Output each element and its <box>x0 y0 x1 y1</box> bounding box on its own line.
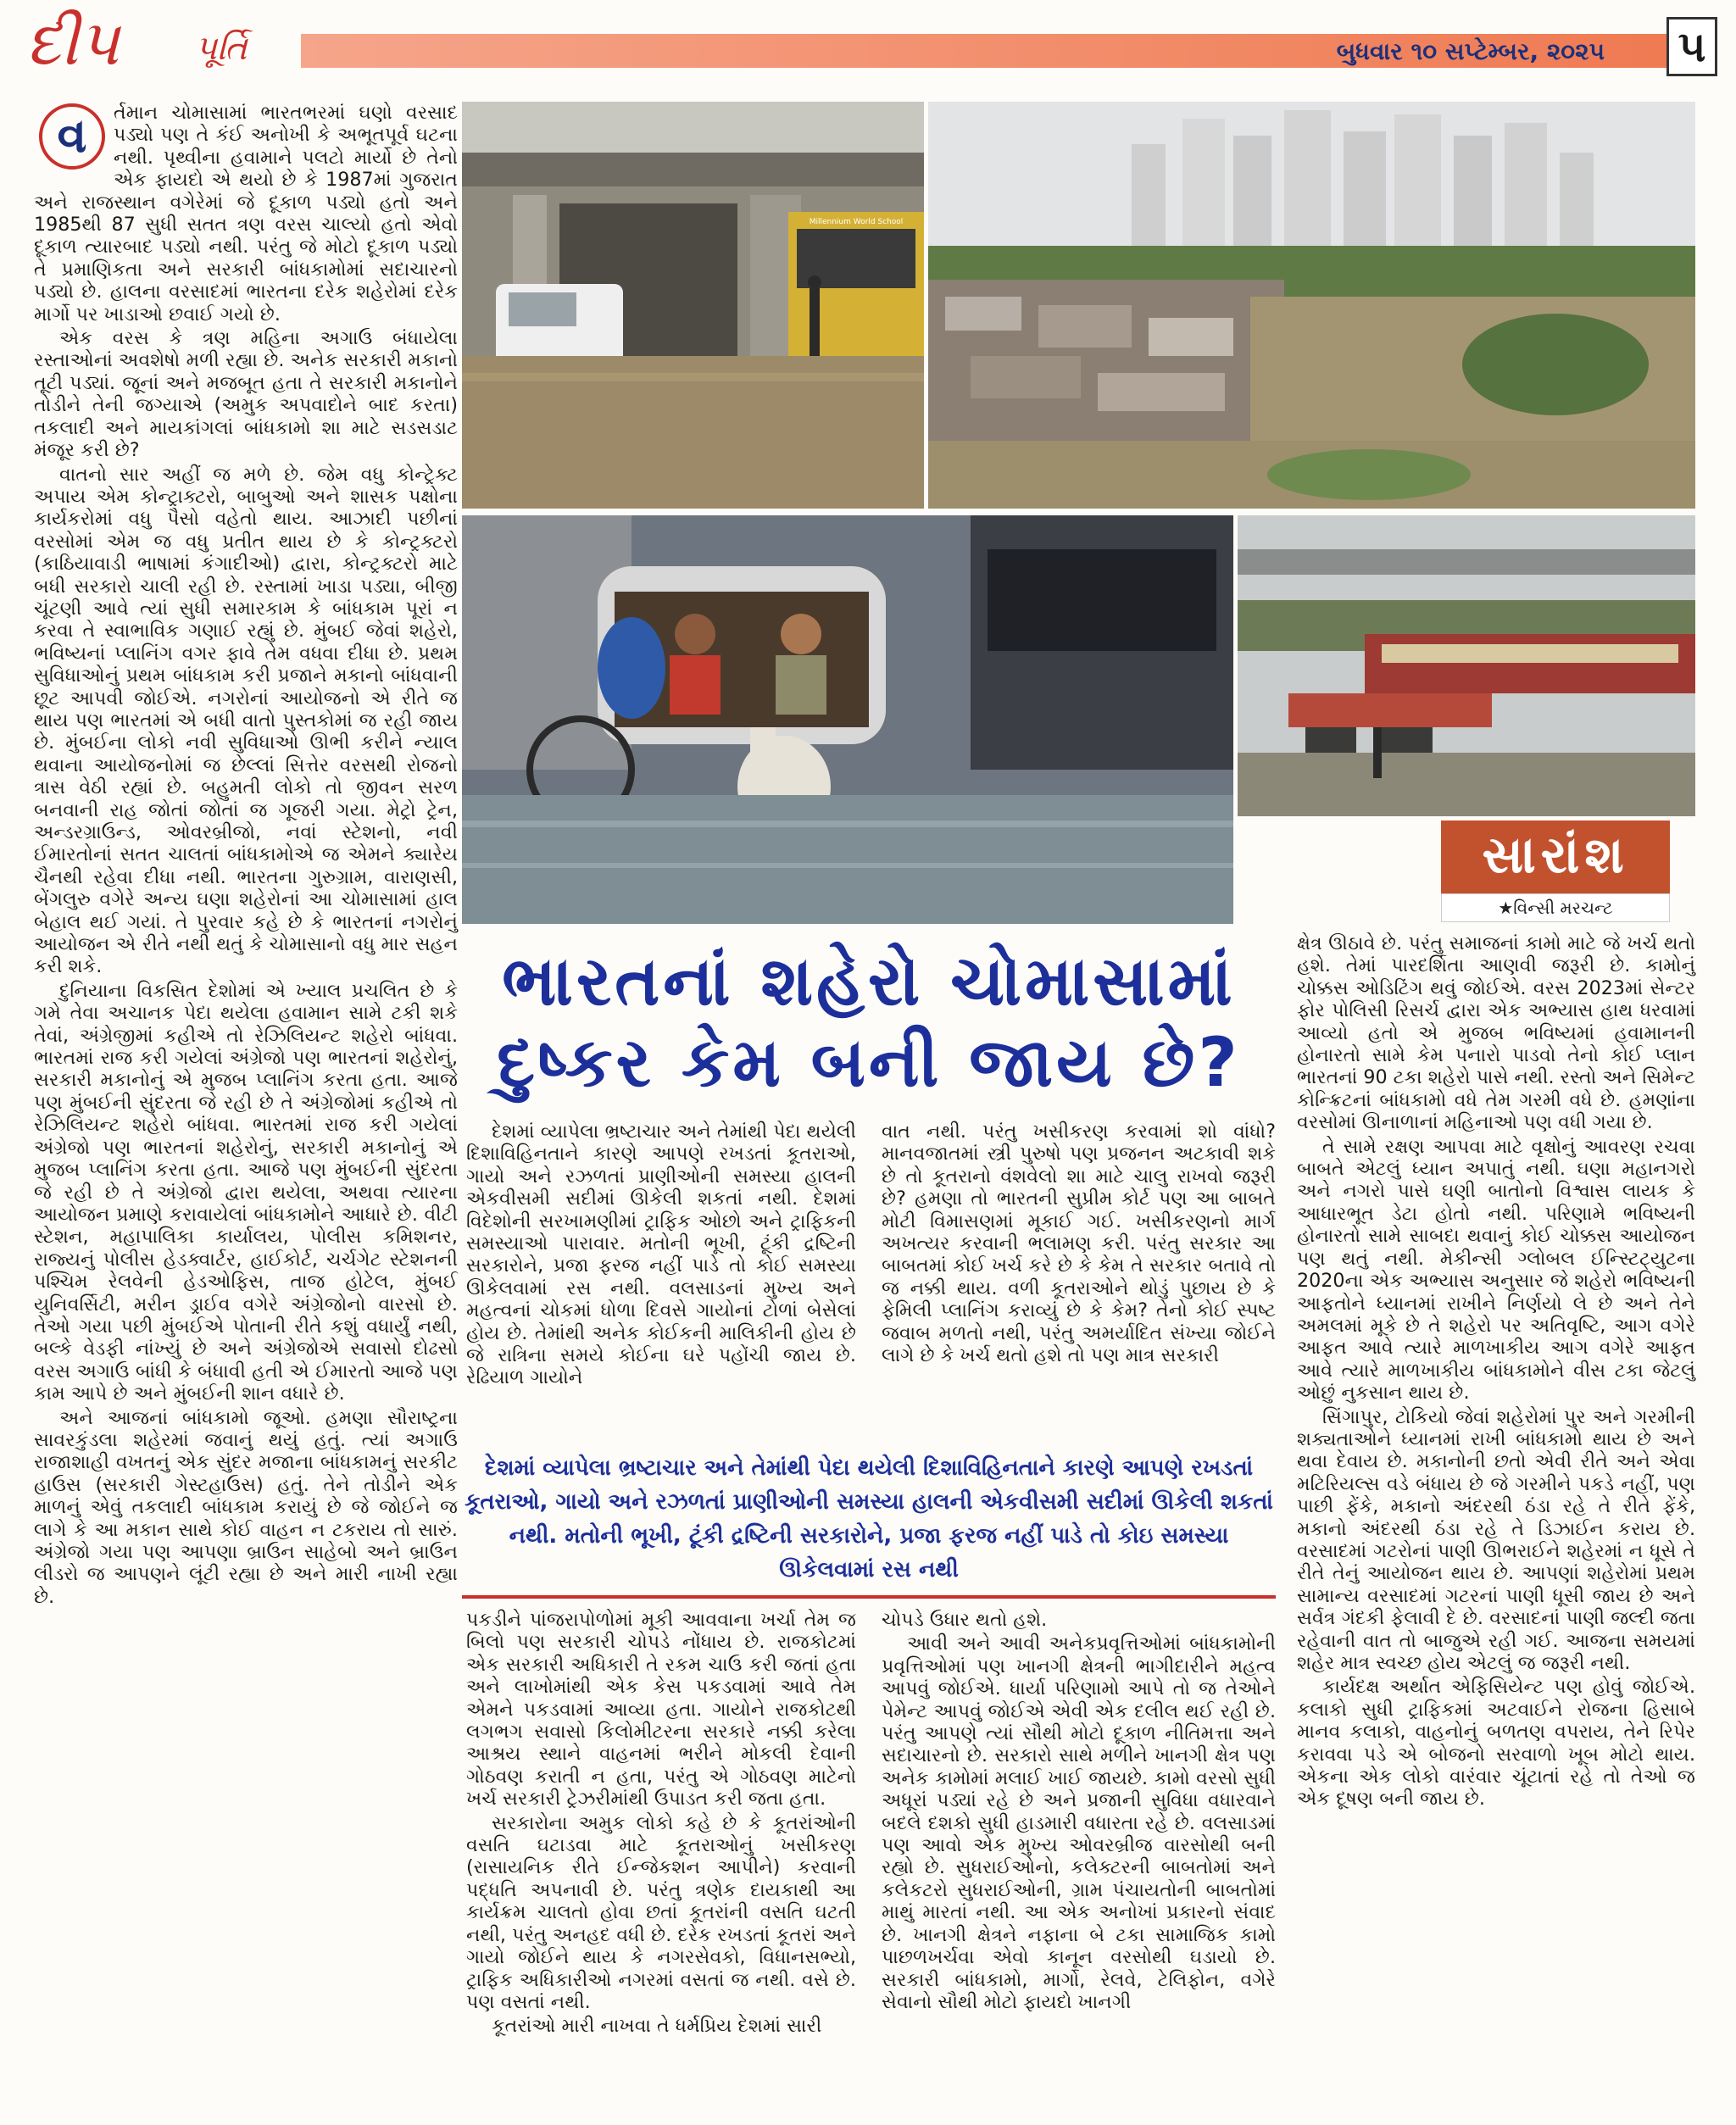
photo-horse-cart-flood <box>462 515 1233 924</box>
paragraph: અને આજનાં બાંધકામો જૂઓ. હમણા સૌરાષ્ટ્રના સાવરકુંડલા શહેરમાં જવાનું થયું હતું. ત્યાં અગાઉ રાજાશાહી વખતનું એક સુંદર મજાના બાંધકામનું સરકીટ હાઉસ (સરકારી ગેસ્ટહાઉસ) હતું. તેને તોડીને એક માળનું એવું તકલાદી બાંધકામ કરાયું છે જે જોઈને જ લાગે કે આ મકાન સાથે કોઈ વાહન ન ટકરાય તો સારું. અંગ્રેજો ગયા પણ આપણા બ્રાઉન સાહેબો અને બ્રાઉન લીડરો જ આપણને લૂંટી રહ્યા છે અને મારી નાખી રહ્યા છે. <box>34 1406 458 1608</box>
article-column-3-top <box>882 1121 1276 1447</box>
paragraph: સિંગાપુર, ટોકિયો જેવાં શહેરોમાં પુર અને ગરમીની શક્યતાઓને ધ્યાનમાં રાખી બાંધકામો થાય છે અને થવા દેવાય છે. મકાનોની છતો એવી રીતે અને એવા મટિરિયલ્સ વડે બંધાય છે જે ગરમીને પકડે નહીં, પણ પાછી ફેંકે, મકાનો અંદરથી ઠંડા રહે તે રીતે ફેંકે, મકાનો અંદરથી ઠંડા રહે તે ડિઝાઈન કરાય છે. વરસાદમાં ગટરોનાં પાણી ઊભરાઈને શહેરમાં ન ધૂસે તે રીતે તેનું આયોજન થાય છે. આપણાં શહેરોમાં પ્રથમ સામાન્ય વરસાદમાં ગટરનાં પાણી ધૂસી જાય છે અને સર્વત્ર ગંદકી ફેલાવી દે છે. વરસાદનાં પાણી જલ્દી જતા રહેવાની વાત તો બાજુએ રહી ગઈ. આજના સમયમાં શહેર માત્ર સ્વચ્છ હોય એટલું જ જરૂરી નથી. <box>1297 1405 1695 1674</box>
publication-logo: દીપ <box>25 7 120 80</box>
paragraph: વાતનો સાર અહીં જ મળે છે. જેમ વધુ કોન્ટ્રેક્ટ અપાય એમ કોન્ટ્રાક્ટરો, બાબુઓ અને શાસક પક્ષોના કાર્યકરોમાં વધુ પૈસો વહેતો થાય. આઝાદી પછીનાં વરસોમાં એમ જ વધુ પ્રતીત થાય છે કે કોન્ટ્રક્ટરો (કાઠિયાવાડી ભાષામાં કંગાદીઓ) દ્વારા, કોન્ટ્રક્ટરો માટે બધી સરકારો ચાલી રહી છે. રસ્તામાં ખાડા પડ્યા, બીજી ચૂંટણી આવે ત્યાં સુધી સમારકામ કે બાંધકામ પૂરાં ન કરવા તે સ્વાભાવિક ગણાઈ રહ્યું છે. મુંબઈ જેવાં શહેરો, ભવિષ્યનાં પ્લાનિંગ વગર ફાવે તેમ વધવા દીધા છે. પ્રથમ સુવિધાઓનું પ્રથમ બાંધકામ કરી પ્રજાને મકાનો બાંધવાની છૂટ આપવી જોઈએ. નગરોનાં આયોજનો એ રીતે જ થાય પણ ભારતમાં એ બધી વાતો પુસ્તકોમાં જ રહી જાય છે. મુંબઈના લોકો નવી સુવિધાઓ ઊભી કરીને ન્યાલ થવાના આયોજનોમાં જ છેલ્લાં સિત્તેર વરસથી રોજનો ત્રાસ વેઠી રહ્યાં છે. બહુમતી લોકો તો જીવન સરળ બનવાની રાહ જોતાં જોતાં જ ગૂજરી ગયા. મેટ્રો ટ્રેન, અન્ડરગ્રાઉન્ડ, ઓવરબ્રીજો, નવાં સ્ટેશનો, નવી ઈમારતોનાં સતત ચાલતાં બાંધકામોએ જ એમને ક્યારેય ચૈનથી રહેવા દીધા નથી. ભારતના ગુરુગ્રામ, વારાણસી, બેંગલુરુ વગેરે અન્ય ઘણા શહેરોનાં આ ચોમાસામાં હાલ બેહાલ થઈ ગયાં. તે પુરવાર કહે છે કે ભારતનાં નગરોનું આયોજન એ રીતે નથી થતું કે ચોમાસાનો વધુ માર સહન કરી શકે. <box>34 463 459 978</box>
paragraph: કૂતરાંઓ મારી નાખવા તે ધર્મપ્રિય દેશમાં સારી <box>492 2015 822 2038</box>
publication-logo-sub: પૂર્તિ <box>195 29 248 68</box>
pull-quote: દેશમાં વ્યાપેલા ભ્રષ્ટાચાર અને તેમાંથી પેદા થયેલી દિશાવિહિનતાને કારણે આપણે રખડતાં કૂતરાઓ, ગાયો અને રઝળતાં પ્રાણીઓની સમસ્યા હાલની એકવીસમી સદીમાં ઊકેલી શકતાં નથી. મતોની ભૂખી, ટૂંકી દ્રષ્ટિની સરકારોને, પ્રજા ફરજ નહીં પાડે તો કોઇ સમસ્યા ઊકેલવામાં રસ નથી <box>465 1455 1273 1583</box>
paragraph: ચોપડે ઉધાર થતો હશે. <box>882 1609 1048 1631</box>
paragraph: તે સામે રક્ષણ આપવા માટે વૃક્ષોનું આવરણ રચવા બાબતે એટલું ધ્યાન અપાતું નથી. ઘણા મહાનગરો અને નગરો પાસે ઘણી બાતોનો વિશ્વાસ લાયક કે આધારભૂત ડેટા હોતો નથી. પરિણામે ભવિષ્યની હોનારતો સામે સાબદા થવાનું કોઈ ચોક્કસ આયોજન પણ થતું નથી. મેકીન્સી ગ્લોબલ ઈન્સ્ટિટ્યુટના 2020ના એક અભ્યાસ અનુસાર જે શહેરો ભવિષ્યની આફતોને ધ્યાનમાં રાખીને નિર્ણયો લે છે અને તેને અમલમાં મૂકે છે તે શહેરો પર અતિવૃષ્ટિ, આગ વગેરે આફત આવે ત્યારે માળખાકીય આગ વગેરે આફત આવે ત્યારે માળખાકીય બાંધકામોને વીસ ટકા જેટલું ઓછું નુકસાન થાય છે. <box>1297 1135 1695 1405</box>
article-column-2-top <box>466 1121 856 1447</box>
column-name: સારાંશ <box>1482 826 1629 885</box>
page-number: ૫ <box>1666 17 1717 76</box>
paragraph: દુનિયાના વિકસિત દેશોમાં એ ખ્યાલ પ્રચલિત છે કે ગમે તેવા અચાનક પેદા થયેલા હવામાન સામે ટકી શકે તેવાં, અંગ્રેજીમાં કહીએ તો રેઝિલિયન્ટ શહેરો બાંધવા. ભારતમાં રાજ કરી ગયેલાં અંગ્રેજો પણ ભારતનાં શહેરોનું, સરકારી મકાનોનું એ મુજબ પ્લાનિંગ કરતા હતા. આજે પણ મુંબઈની સુંદરતા જે રહી છે તે અંગ્રેજોમાં કહીએ તો રેઝિલિયન્ટ શહેરો બાંધવા. ભારતમાં રાજ કરી ગયેલાં અંગ્રેજો પણ ભારતનાં શહેરોનું, સરકારી મકાનોનું એ મુજબ પ્લાનિંગ કરતા હતા. આજે પણ મુંબઈની સુંદરતા જે રહી છે તે અંગ્રેજો દ્વારા થયેલા, અથવા ત્યારના આયોજન પ્રમાણે કરાવાયેલાં બાંધકામોને આધારે છે. વીટી સ્ટેશન, મહાપાલિકા કાર્યાલય, પોલીસ કમિશનર, રાજ્યનું પોલીસ હેડક્વાર્ટર, હાઈકોર્ટ, ચર્ચગેટ સ્ટેશનની પશ્ચિમ રેલવેની હેડઓફિસ, તાજ હોટેલ, મુંબઈ યુનિવર્સિટી, મરીન ડ્રાઈવ વગેરે અંગ્રેજોનો વારસો છે. તેઓ ગયા પછી મુંબઈએ પોતાની રીતે કશું વધાર્યું નથી, બલ્કે વેડફી નાંખ્યું છે અને અંગ્રેજોએ સવાસો દોઢસો વરસ અગાઉ બાંધી કે બંધાવી હતી એ ઈમારતો આજે પણ કામ આપે છે અને મુંબઈની શાન વધારે છે. <box>34 979 458 1405</box>
masthead <box>0 0 1736 93</box>
photo-flooded-settlement <box>928 102 1695 509</box>
paragraph: એક વરસ કે ત્રણ મહિના અગાઉ બંધાયેલા રસ્તાઓનાં અવશેષો મળી રહ્યા છે. અનેક સરકારી મકાનો તૂટી પડ્યાં. જૂનાં અને મજબૂત હતા તે સરકારી મકાનોને તોડીને તેની જગ્યાએ (અમુક અપવાદોને બાદ કરતા) તકલાદી અને માયકાંગલાં બાંધકામો શા માટે સડસડાટ મંજૂર કરી છે? <box>34 327 458 462</box>
issue-date: બુધવાર ૧૦ સપ્ટેમ્બર, ૨૦૨૫ <box>1336 37 1605 65</box>
author-byline: ★વિન્સી મરચન્ટ <box>1441 893 1670 922</box>
headline-line-1: ભારતનાં શહેરો ચોમાસામાં <box>502 942 1236 1021</box>
photo-railway-bridge-flood <box>1238 515 1695 816</box>
article-headline <box>462 941 1276 1104</box>
paragraph: દેશમાં વ્યાપેલા ભ્રષ્ટાચાર અને તેમાંથી પેદા થયેલી દિશાવિહિનતાને કારણે આપણે રખડતાં કૂતરાઓ, ગાયો અને રઝળતાં પ્રાણીઓની સમસ્યા હાલની એકવીસમી સદીમાં ઊકેલી શકતાં નથી. દેશમાં વિદેશોની સરખામણીમાં ટ્રાફિક ઓછો અને ટ્રાફિકની સમસ્યાઓ પારાવાર. મતોની ભૂખી, ટૂંકી દ્રષ્ટિની સરકારોને, પ્રજા ફરજ નહીં પાડે તો કોઈ સમસ્યા ઊકેલવામાં રસ નથી. વલસાડનાં મુખ્ય અને મહત્વનાં ચોકમાં ધોળા દિવસે ગાયોનાં ટોળાં બેસેલાં હોય છે. તેમાંથી અનેક કોઈકની માલિકીની હોય છે જે રાત્રિના સમયે કોઈના ઘરે પહોંચી જાય છે. રેઢિયાળ ગાયોને <box>466 1121 856 1389</box>
bus-sign: Millennium World School <box>809 218 904 226</box>
column-brand-box <box>1441 821 1670 922</box>
photo-flooded-underpass <box>462 102 924 509</box>
article-column-2-bottom <box>466 1609 856 2117</box>
paragraph: ક્ષેત્ર ઊઠાવે છે. પરંતુ સમાજનાં કામો માટે જે ખર્ચ થતો હશે. તેમાં પારદર્શિતા આણવી જરૂરી છે. કામોનું ચોક્કસ ઓડિટિંગ થવું જોઈએ. વરસ 2023માં સેન્ટર ફોર પોલિસી રિસર્ચ દ્વારા એક અભ્યાસ હાથ ધરવામાં આવ્યો હતો એ મુજબ ભવિષ્યમાં હવામાનની હોનારતો સામે કેમ પનારો પાડવો તેનો કોઈ પ્લાન ભારતનાં 90 ટકા શહેરો પાસે નથી. રસ્તો અને સિમેન્ટ કોન્ક્રિટનાં બાંધકામો વધે તેમ ગરમી વધે છે. હમણાંના વરસોમાં ઊનાળાનાં મહિનાઓ પણ વધી ગયા છે. <box>1297 932 1695 1134</box>
pull-quote-rule <box>462 1595 1276 1599</box>
paragraph: આવી અને આવી અનેકપ્રવૃત્તિઓમાં બાંધકામોની પ્રવૃત્તિઓમાં પણ ખાનગી ક્ષેત્રની ભાગીદારીને મહત્વ આપવું જોઈએ. ધાર્યા પરિણામો આપે તો જ તેઓને પેમેન્ટ આપવું જોઈએ એવી એક દલીલ થઈ રહી છે. પરંતુ આપણે ત્યાં સૌથી મોટો દૂકાળ નીતિમત્તા અને સદાચારનો છે. સરકારો સાથે મળીને ખાનગી ક્ષેત્ર પણ અનેક કામોમાં મલાઈ ખાઈ જાયછે. કામો વરસો સુધી અધૂરાં પડ્યાં રહે છે અને પ્રજાની સુવિધા વધારવાને બદલે દશકો સુધી હાડમારી વધારતા રહે છે. વલસાડમાં પણ આવો એક મુખ્ય ઓવરબ્રીજ વારસોથી બની રહ્યો છે. સુધરાઈઓનો, કલેક્ટરની બાબતોમાં અને કલેકટરો સુધરાઈઓની, ગ્રામ પંચાયતોની બાબતોમાં માથું મારતાં નથી. આ એક અનોખાં પ્રકારનો સંવાદ છે. ખાનગી ક્ષેત્રને નફાના બે ટકા સામાજિક કામો પાછળખર્ચવા એવો કાનૂન વરસોથી ઘડાયો છે. સરકારી બાંધકામો, માર્ગો, રેલવે, ટેલિફોન, વગેરે સેવાનો સૌથી મોટો ફાયદો ખાનગી <box>882 1633 1276 2013</box>
paragraph: ર્તમાન ચોમાસામાં ભારતભરમાં ઘણો વરસાદ પડ્યો પણ તે કંઈ અનોખી કે અભૂતપૂર્વ ઘટના નથી. પૃથ્વીના હવામાને પલટો માર્યો છે તેનો એક ફાયદો એ થયો છે કે 1987માં ગુજરાત અને રાજસ્થાન વગેરેમાં જે દૂકાળ પડ્યો હતો અને 1985થી 87 સુધી સતત ત્રણ વરસ ચાલ્યો હતો એવો દૂકાળ ત્યારબાદ પડ્યો નથી. પરંતુ જે મોટો દૂકાળ પડ્યો તે પ્રમાણિકતા અને સરકારી બાંધકામોમાં સદાચારનો પડ્યો છે. હાલના વરસાદમાં ભારતના દરેક શહેરોમાં દરેક માર્ગો પર ખાડાઓ છવાઈ ગયો છે. <box>34 102 458 325</box>
paragraph: સરકારોના અમુક લોકો કહે છે કે કૂતરાંઓની વસતિ ઘટાડવા માટે કૂતરાઓનું ખસીકરણ (રાસાયનિક રીતે ઈન્જેકશન આપીને) કરવાની પદ્ધતિ અપનાવી છે. પરંતુ ત્રણેક દાયકાથી આ કાર્યક્રમ ચાલતો હોવા છતાં કૂતરાંની વસતિ ઘટતી નથી, પરંતુ અનહદ વધી છે. દરેક રખડતાં કૂતરાં અને ગાયો જોઈને થાય કે નગરસેવકો, વિધાનસભ્યો, ટ્રાફિક અધિકારીઓ નગરમાં વસતાં જ નથી. વસે છે. પણ વસતાં નથી. <box>466 1811 856 2013</box>
paragraph: પકડીને પાંજરાપોળોમાં મૂકી આવવાના ખર્ચા તેમ જ બિલો પણ સરકારી ચોપડે નોંધાય છે. રાજકોટમાં એક સરકારી અધિકારી તે રકમ ચાઉ કરી જતાં હતા અને લાખોમાંથી એક કેસ પકડવામાં આવે તેમ એમને પકડવામાં આવ્યા હતા. ગાયોને રાજકોટથી લગભગ સવાસો કિલોમીટરના સરકારે નક્કી કરેલા આશ્રય સ્થાને વાહનમાં ભરીને મોકલી દેવાની ગોઠવણ કરાતી ન હતા, પરંતુ એ ગોઠવણ માટેનો ખર્ચ સરકારી ટ્રેઝરીમાંથી ઉપાડત કરી જતા હતા. <box>466 1609 856 1811</box>
article-column-1 <box>34 102 458 2119</box>
article-column-3-bottom <box>882 1609 1276 2117</box>
drop-cap: વ <box>39 103 105 170</box>
article-column-4 <box>1297 932 1695 2119</box>
paragraph: કાર્યદક્ષ અર્થાત એફિસિયેન્ટ પણ હોવું જોઈએ. કલાકો સુધી ટ્રાફિકમાં અટવાઈને રોજના હિસાબે માનવ કલાકો, વાહનોનું બળતણ વપરાય, તેને રિપેર કરાવવા પડે એ બોજનો સરવાળો ખૂબ મોટો થાય. એકના એક લોકો વારંવાર ચૂંટાતાં રહે તો તેઓ જ એક દૂષણ બની જાય છે. <box>1297 1676 1695 1811</box>
headline-line-2: દુષ્કર કેમ બની જાય છે? <box>497 1023 1241 1102</box>
paragraph: વાત નથી. પરંતુ ખસીકરણ કરવામાં શો વાંધો? માનવજાતમાં સ્ત્રી પુરુષો પણ પ્રજનન અટકાવી શકે છે તો કૂતરાનો વંશવેલો શા માટે ચાલુ રાખવો જરૂરી છે? હમણા તો ભારતની સુપ્રીમ કોર્ટ પણ આ બાબતે મોટી વિમાસણમાં મૂકાઈ ગઈ. ખસીકરણનો માર્ગ અખત્યર કરવાની ભલામણ કરી. પરંતુ સરકાર આ બાબતમાં કોઈ ખર્ચ કરે છે કે કેમ તે સરકાર બતાવે તો જ નક્કી થાય. વળી કૂતરાઓને થોડું પુછાય છે કે ફેમિલી પ્લાનિંગ કરાવ્યું છે કે કેમ? તેનો કોઈ સ્પષ્ટ જવાબ મળતો નથી, પરંતુ અમર્યાદિત સંખ્યા જોઈને લાગે છે કે ખર્ચ થતો હશે તો પણ માત્ર સરકારી <box>882 1121 1276 1367</box>
date-bar <box>301 34 1681 68</box>
